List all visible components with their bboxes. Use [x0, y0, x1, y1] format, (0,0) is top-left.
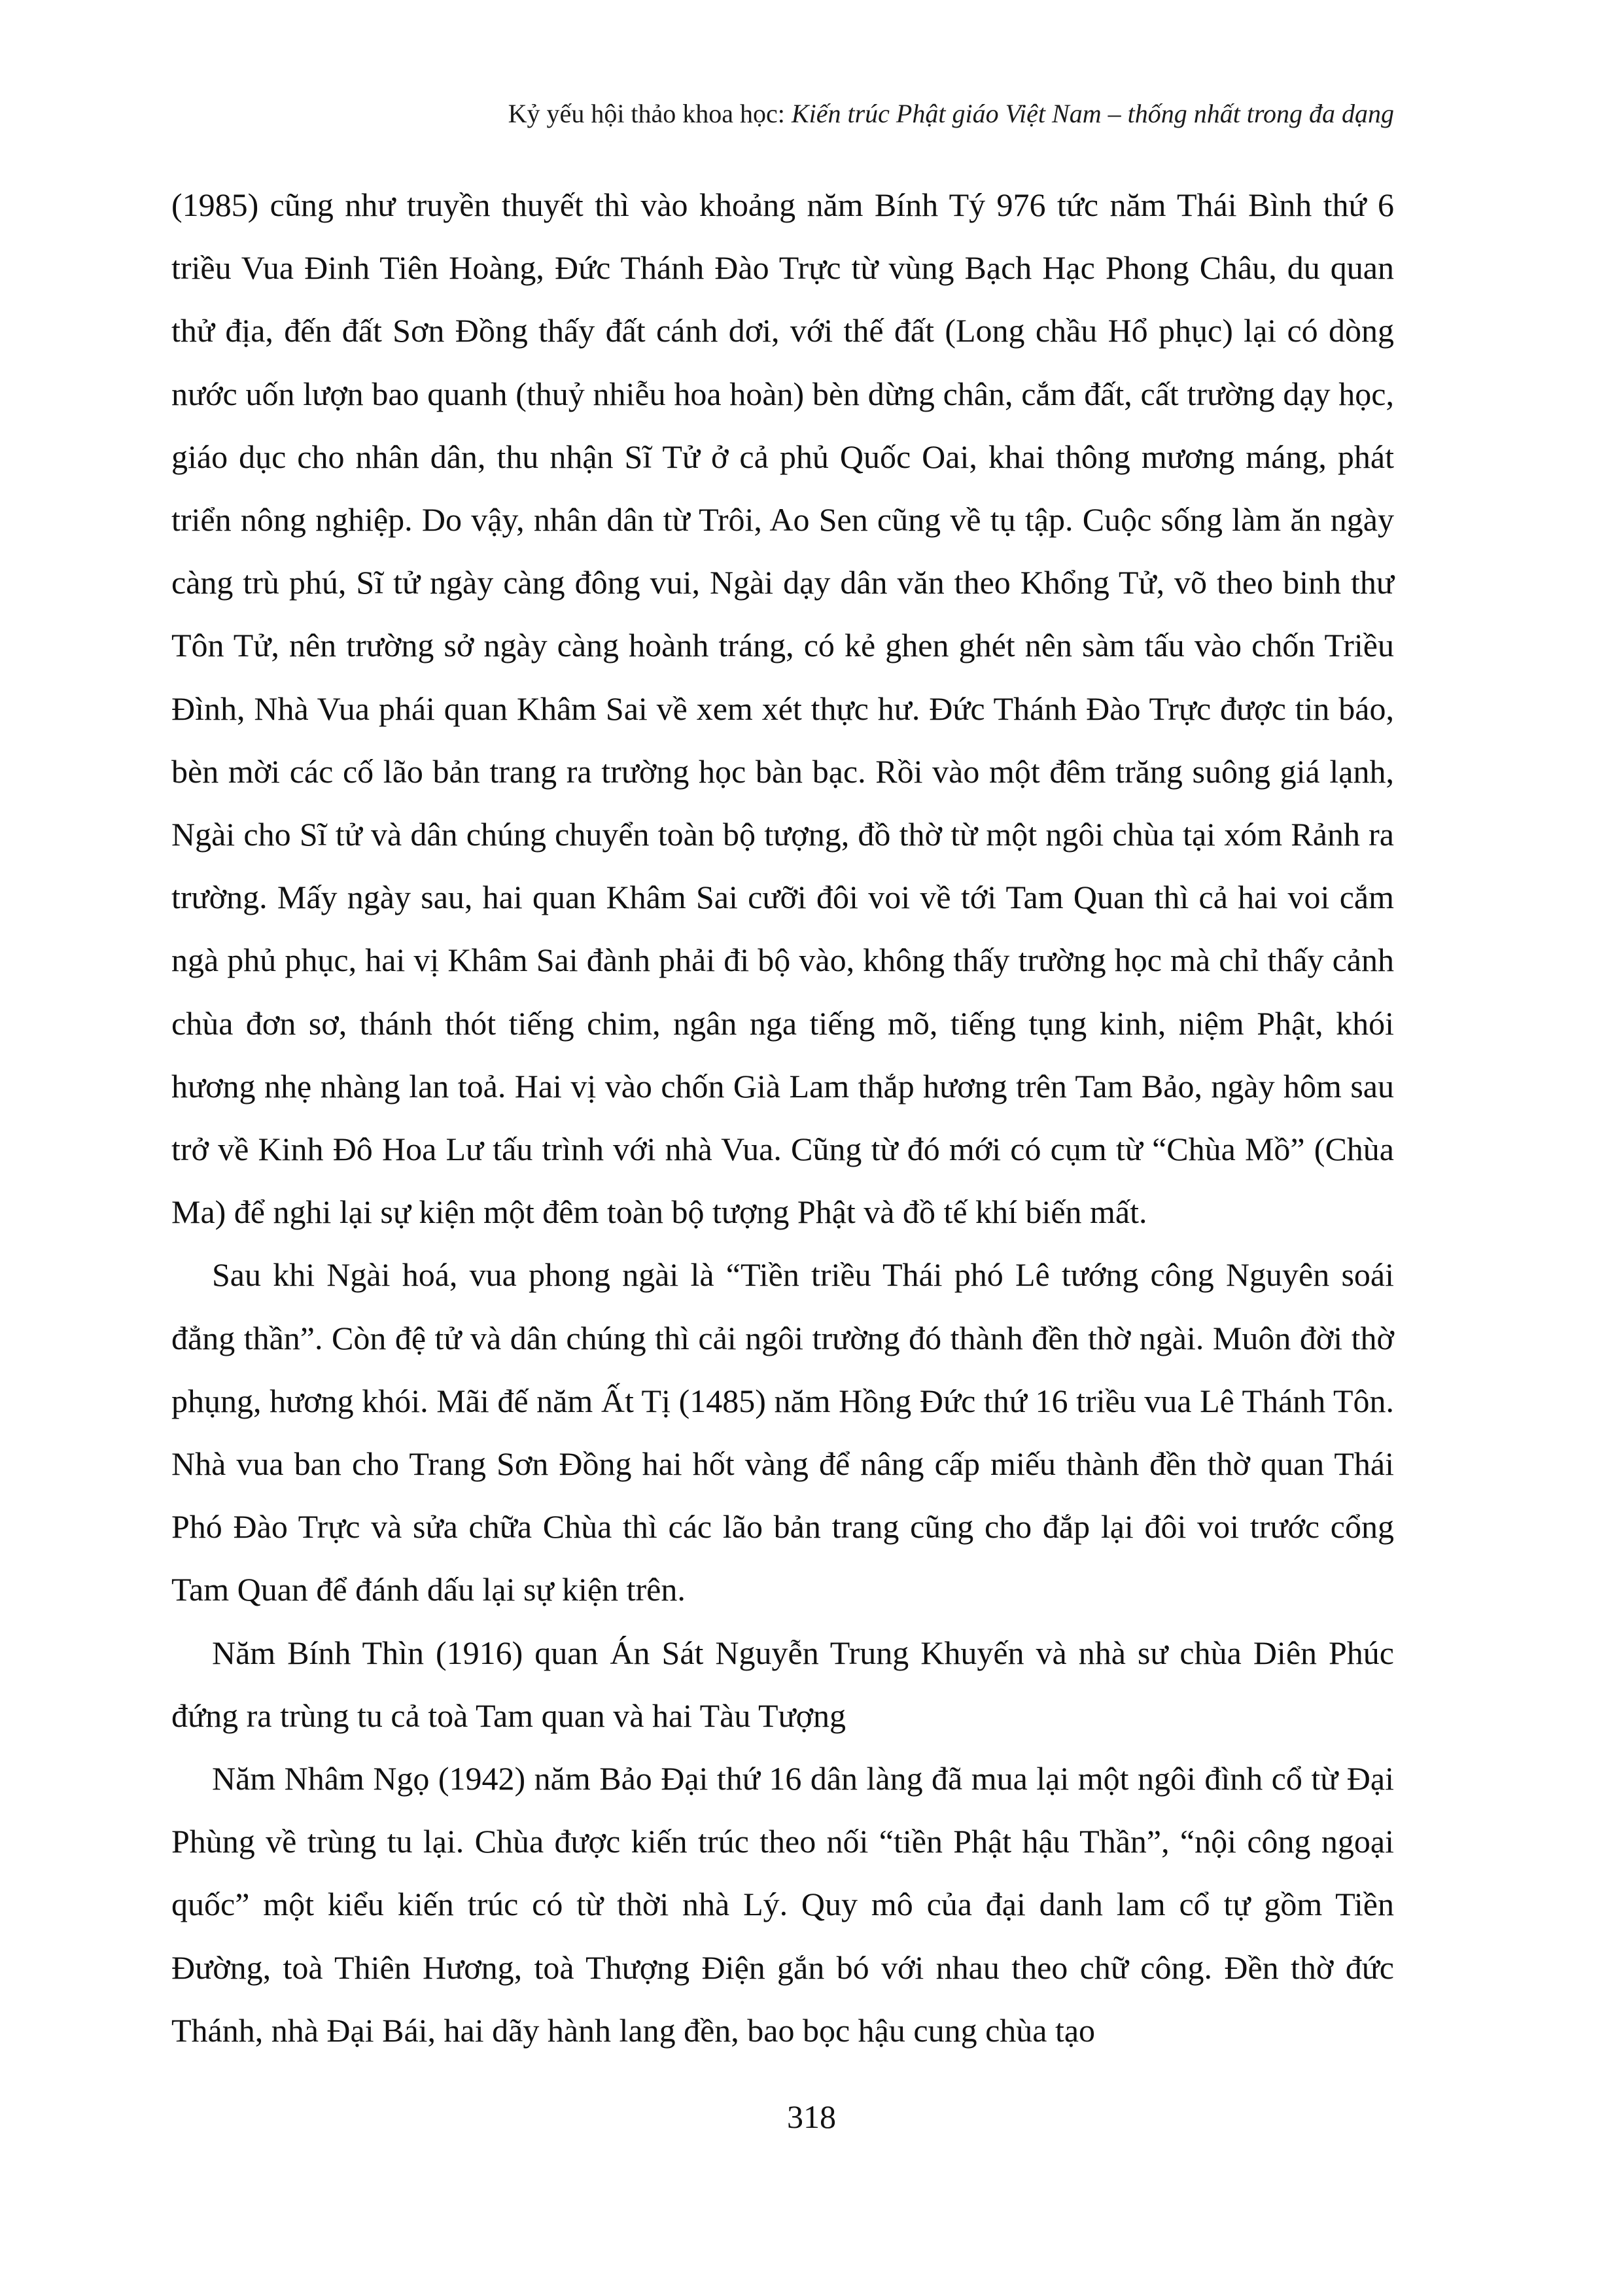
paragraph-2: Sau khi Ngài hoá, vua phong ngài là “Tiền triều Thái phó Lê tướng công Nguyên soái đẳng thần”. Còn đệ tử và dân chúng thì cải ngôi trường đó thành đền thờ ngài. Muôn đời thờ phụng, hương khói. Mãi đế năm Ất Tị (1485) năm Hồng Đức thứ 16 triều vua Lê Thánh Tôn. Nhà vua ban cho Trang Sơn Đồng hai hốt vàng để nâng cấp miếu thành đền thờ quan Thái Phó Đào Trực và sửa chữa Chùa thì các lão bản trang cũng cho đắp lại đôi voi trước cổng Tam Quan để đánh dấu lại sự kiện trên. [171, 1256, 1394, 1608]
paragraph-3: Năm Bính Thìn (1916) quan Án Sát Nguyễn Trung Khuyến và nhà sư chùa Diên Phúc đứng ra trùng tu cả toà Tam quan và hai Tàu Tượng [171, 1634, 1394, 1734]
running-header-title: Kiến trúc Phật giáo Việt Nam – thống nhất trong đa dạng [791, 99, 1394, 128]
running-header [508, 97, 1394, 131]
paragraph-1: (1985) cũng như truyền thuyết thì vào khoảng năm Bính Tý 976 tức năm Thái Bình thứ 6 triều Vua Đinh Tiên Hoàng, Đức Thánh Đào Trực từ vùng Bạch Hạc Phong Châu, du quan thử địa, đến đất Sơn Đồng thấy đất cánh dơi, với thế đất (Long chầu Hổ phục) lại có dòng nước uốn lượn bao quanh (thuỷ nhiễu hoa hoàn) bèn dừng chân, cắm đất, cất trường dạy học, giáo dục cho nhân dân, thu nhận Sĩ Tử ở cả phủ Quốc Oai, khai thông mương máng, phát triển nông nghiệp. Do vậy, nhân dân từ Trôi, Ao Sen cũng về tụ tập. Cuộc sống làm ăn ngày càng trù phú, Sĩ tử ngày càng đông vui, Ngài dạy dân văn theo Khổng Tử, võ theo binh thư Tôn Tử, nên trường sở ngày càng hoành tráng, có kẻ ghen ghét nên sàm tấu vào chốn Triều Đình, Nhà Vua phái quan Khâm Sai về xem xét thực hư. Đức Thánh Đào Trực được tin báo, bèn mời các cố lão bản trang ra trường học bàn bạc. Rồi vào một đêm trăng suông giá lạnh, Ngài cho Sĩ tử và dân chúng chuyển toàn bộ tượng, đồ thờ từ một ngôi chùa tại xóm Rảnh ra trường. Mấy ngày sau, hai quan Khâm Sai cưỡi đôi voi về tới Tam Quan thì cả hai voi cắm ngà phủ phục, hai vị Khâm Sai đành phải đi bộ vào, không thấy trường học mà chỉ thấy cảnh chùa đơn sơ, thánh thót tiếng chim, ngân nga tiếng mõ, tiếng tụng kinh, niệm Phật, khói hương nhẹ nhàng lan toả. Hai vị vào chốn Già Lam thắp hương trên Tam Bảo, ngày hôm sau trở về Kinh Đô Hoa Lư tấu trình với nhà Vua. Cũng từ đó mới có cụm từ “Chùa Mồ” (Chùa Ma) để nghi lại sự kiện một đêm toàn bộ tượng Phật và đồ tế khí biến mất. [171, 186, 1394, 1231]
body-text [171, 173, 1394, 2062]
paragraph-4: Năm Nhâm Ngọ (1942) năm Bảo Đại thứ 16 dân làng đã mua lại một ngôi đình cổ từ Đại Phùng về trùng tu lại. Chùa được kiến trúc theo nối “tiền Phật hậu Thần”, “nội công ngoại quốc” một kiểu kiến trúc có từ thời nhà Lý. Quy mô của đại danh lam cổ tự gồm Tiền Đường, toà Thiên Hương, toà Thượng Điện gắn bó với nhau theo chữ công. Đền thờ đức Thánh, nhà Đại Bái, hai dãy hành lang đền, bao bọc hậu cung chùa tạo [171, 1760, 1394, 2049]
running-header-prefix: Kỷ yếu hội thảo khoa học: [508, 99, 792, 128]
page-number: 318 [787, 2098, 836, 2135]
